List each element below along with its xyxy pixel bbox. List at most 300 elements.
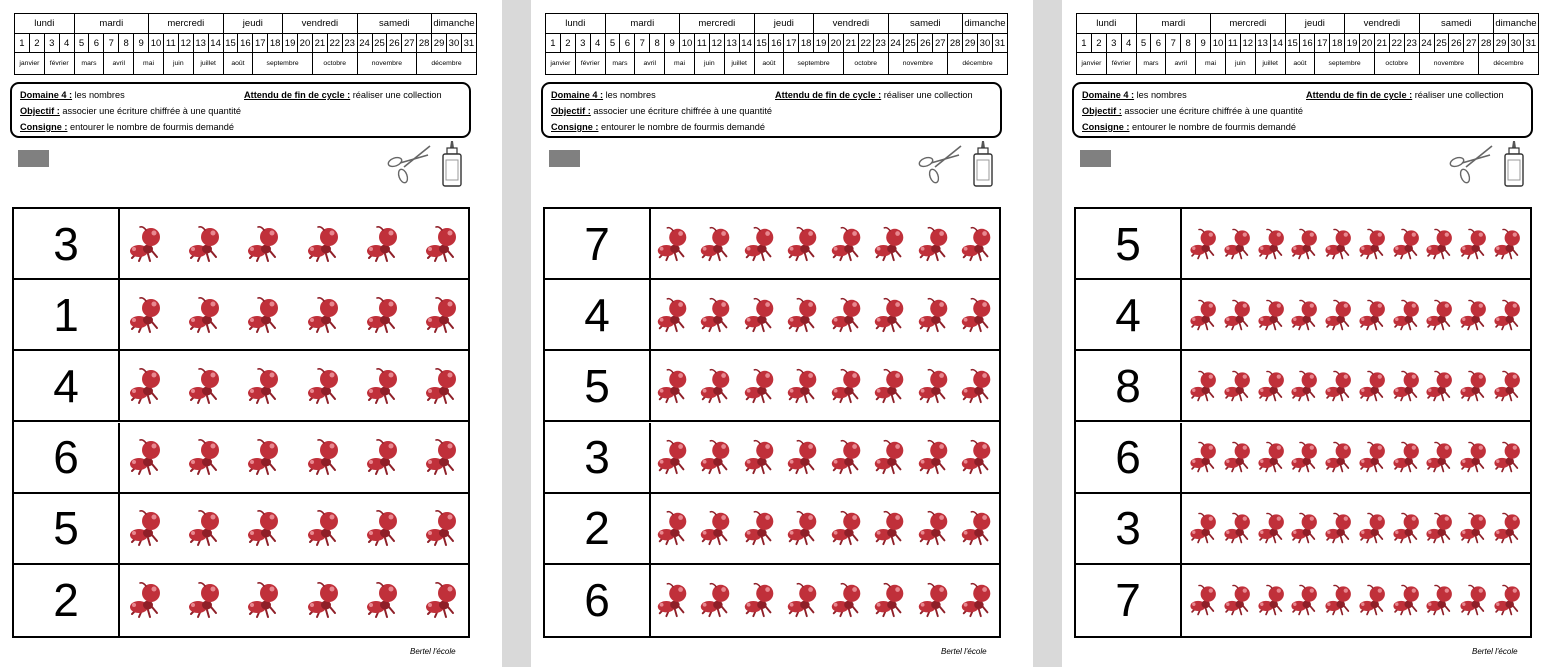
calendar-number-cell: 29 [963,34,978,53]
calendar-day-cell: vendredi [1345,14,1419,34]
consigne-line [20,122,234,132]
calendar-number-cell: 23 [873,34,888,53]
calendar-number-cell: 25 [1434,34,1449,53]
ants-cell [651,423,999,492]
calendar-number-cell: 9 [665,34,680,53]
calendar-days-row [15,14,477,34]
calendar-day-cell: mercredi [1211,14,1286,34]
level-marker [1080,150,1111,167]
calendar-number-cell: 11 [1225,34,1240,53]
exercise-row [14,280,468,351]
ant-icon [244,366,284,406]
calendar-months-row [15,53,477,75]
ant-icon [244,508,284,548]
ants-cell [120,280,468,349]
ant-icon [1491,440,1525,474]
calendar-month-cell: avril [635,53,665,75]
calendar-number-cell: 3 [1106,34,1121,53]
ant-icon [1390,227,1424,261]
calendar-number-cell: 1 [546,34,561,53]
scissors-icon [1448,143,1494,185]
calendar-number-cell: 20 [1360,34,1375,53]
ant-icon [422,508,462,548]
ant-icon [654,296,692,334]
calendar-number-cell: 20 [298,34,313,53]
ant-icon [958,581,996,619]
exercise-row [1076,209,1530,280]
calendar-number-cell: 7 [1166,34,1181,53]
calendar-month-cell: août [754,53,784,75]
ant-icon [784,438,822,476]
ant-icon [697,509,735,547]
calendar-day-cell: lundi [15,14,75,34]
ant-icon [1457,511,1491,545]
target-number: 4 [545,280,651,349]
target-number: 3 [14,209,120,278]
worksheet-page [531,0,1033,667]
calendar-day-cell: vendredi [814,14,888,34]
ant-icon [1187,440,1221,474]
calendar-day-cell: mardi [605,14,679,34]
ant-icon [363,366,403,406]
ant-icon [304,224,344,264]
calendar-number-cell: 22 [327,34,342,53]
calendar-month-cell: décembre [417,53,477,75]
calendar-number-cell: 7 [104,34,119,53]
exercise-row [545,565,999,636]
ant-icon [304,366,344,406]
objectif-label: Objectif : [1082,106,1122,116]
calendar-number-cell: 27 [933,34,948,53]
calendar-number-cell: 25 [372,34,387,53]
attendu-value: réaliser une collection [883,90,973,100]
ant-icon [244,224,284,264]
ant-icon [244,295,284,335]
ant-icon [697,367,735,405]
calendar-number-cell: 19 [283,34,298,53]
ant-icon [363,295,403,335]
ants-cell [120,494,468,563]
calendar-month-cell: juillet [1255,53,1285,75]
calendar-month-cell: décembre [1479,53,1539,75]
calendar-day-cell: jeudi [223,14,283,34]
calendar-month-cell: mars [74,53,104,75]
calendar-number-cell: 11 [694,34,709,53]
domaine-line [551,90,656,100]
ant-icon [1255,440,1289,474]
objectif-line [20,106,241,116]
ant-icon [244,580,284,620]
ant-icon [654,438,692,476]
ant-icon [828,509,866,547]
target-number: 1 [14,280,120,349]
calendar-number-cell: 14 [739,34,754,53]
ant-icon [958,367,996,405]
ant-icon [1390,511,1424,545]
ant-icon [363,437,403,477]
ant-icon [828,438,866,476]
exercise-grid [1074,207,1532,638]
ant-icon [1288,440,1322,474]
calendar-number-cell: 28 [417,34,432,53]
instructions-box [541,82,1002,138]
level-marker [549,150,580,167]
calendar-number-cell: 31 [992,34,1007,53]
target-number: 4 [1076,280,1182,349]
target-number: 2 [545,494,651,563]
exercise-row [545,351,999,422]
instructions-box [1072,82,1533,138]
calendar-day-cell: mardi [74,14,148,34]
target-number: 6 [545,565,651,636]
consigne-label: Consigne : [551,122,599,132]
objectif-label: Objectif : [551,106,591,116]
exercise-row [545,494,999,565]
calendar-month-cell: septembre [1315,53,1375,75]
ant-icon [1457,298,1491,332]
ant-icon [1221,227,1255,261]
ant-icon [185,580,225,620]
calendar-table [545,13,1008,75]
calendar-month-cell: avril [1166,53,1196,75]
ants-cell [1182,423,1530,492]
glue-bottle-icon [1502,140,1526,188]
ant-icon [1221,440,1255,474]
calendar-month-cell: janvier [546,53,576,75]
objectif-label: Objectif : [20,106,60,116]
ants-cell [651,209,999,278]
calendar-number-cell: 8 [119,34,134,53]
calendar-months-row [1077,53,1539,75]
ant-icon [1187,369,1221,403]
ant-icon [654,225,692,263]
exercise-row [1076,351,1530,422]
glue-bottle-icon [440,140,464,188]
attendu-line [244,90,442,100]
calendar-month-cell: juin [1225,53,1255,75]
calendar-month-cell: février [575,53,605,75]
calendar-month-cell: septembre [784,53,844,75]
ant-icon [784,367,822,405]
consigne-value: entourer le nombre de fourmis demandé [1132,122,1296,132]
ant-icon [915,296,953,334]
ants-cell [120,351,468,420]
ant-icon [1491,369,1525,403]
calendar-number-cell: 24 [1419,34,1434,53]
ant-icon [1322,298,1356,332]
calendar-number-cell: 23 [1404,34,1419,53]
ant-icon [654,509,692,547]
calendar-number-cell: 18 [1330,34,1345,53]
calendar-number-cell: 22 [858,34,873,53]
ant-icon [363,224,403,264]
ant-icon [1288,298,1322,332]
calendar-day-cell: mercredi [149,14,224,34]
ant-icon [741,438,779,476]
ant-icon [185,366,225,406]
calendar-number-cell: 14 [1270,34,1285,53]
calendar-number-cell: 18 [268,34,283,53]
calendar-number-cell: 26 [387,34,402,53]
attendu-label: Attendu de fin de cycle : [1306,90,1413,100]
ant-icon [363,580,403,620]
calendar-number-cell: 16 [238,34,253,53]
ant-icon [126,508,166,548]
calendar-day-cell: dimanche [963,14,1008,34]
ant-icon [422,366,462,406]
calendar-number-cell: 31 [461,34,476,53]
calendar-day-cell: jeudi [1285,14,1345,34]
calendar-number-cell: 31 [1523,34,1538,53]
ant-icon [828,225,866,263]
calendar-number-cell: 14 [208,34,223,53]
scissors-icon [386,143,432,185]
ant-icon [1390,440,1424,474]
attendu-label: Attendu de fin de cycle : [244,90,351,100]
exercise-row [1076,494,1530,565]
calendar-number-cell: 27 [402,34,417,53]
ants-cell [1182,565,1530,636]
calendar-day-cell: lundi [546,14,606,34]
calendar-number-cell: 4 [59,34,74,53]
calendar-month-cell: décembre [948,53,1008,75]
worksheet-page [0,0,502,667]
target-number: 6 [14,423,120,492]
calendar-number-cell: 3 [44,34,59,53]
calendar-number-cell: 8 [1181,34,1196,53]
calendar-month-cell: juin [163,53,193,75]
calendar-number-cell: 11 [163,34,178,53]
calendar-number-cell: 13 [724,34,739,53]
calendar-number-cell: 19 [1345,34,1360,53]
ant-icon [697,296,735,334]
exercise-row [14,494,468,565]
calendar-number-cell: 2 [560,34,575,53]
calendar-month-cell: mai [1196,53,1226,75]
calendar-month-cell: novembre [357,53,417,75]
ant-icon [185,224,225,264]
ant-icon [697,225,735,263]
objectif-value: associer une écriture chiffrée à une quantité [593,106,772,116]
calendar-number-cell: 5 [605,34,620,53]
ant-icon [185,437,225,477]
ant-icon [1288,583,1322,617]
calendar-number-cell: 9 [134,34,149,53]
calendar-number-cell: 5 [74,34,89,53]
calendar-day-cell: samedi [888,14,963,34]
calendar-number-cell: 10 [680,34,695,53]
calendar-number-cell: 21 [1374,34,1389,53]
objectif-line [1082,106,1303,116]
calendar-day-cell: mardi [1136,14,1210,34]
calendar-month-cell: avril [104,53,134,75]
ant-icon [304,437,344,477]
level-marker [18,150,49,167]
calendar-day-cell: lundi [1077,14,1137,34]
calendar-month-cell: mars [605,53,635,75]
ant-icon [1423,298,1457,332]
ants-cell [1182,351,1530,420]
ant-icon [741,225,779,263]
target-number: 6 [1076,423,1182,492]
ant-icon [1187,298,1221,332]
target-number: 2 [14,565,120,636]
target-number: 3 [1076,494,1182,563]
calendar-number-cell: 17 [1315,34,1330,53]
calendar-numbers-row [1077,34,1539,53]
calendar-number-cell: 28 [948,34,963,53]
calendar-month-cell: août [223,53,253,75]
calendar-month-cell: juillet [724,53,754,75]
domaine-line [1082,90,1187,100]
ant-icon [1356,583,1390,617]
ant-icon [871,581,909,619]
ant-icon [1457,369,1491,403]
calendar-number-cell: 2 [29,34,44,53]
calendar-number-cell: 8 [650,34,665,53]
calendar-number-cell: 15 [754,34,769,53]
target-number: 7 [545,209,651,278]
exercise-row [1076,280,1530,351]
calendar-days-row [546,14,1008,34]
ant-icon [1221,369,1255,403]
calendar-number-cell: 19 [814,34,829,53]
ant-icon [1255,369,1289,403]
calendar-month-cell: novembre [1419,53,1479,75]
instructions-box [10,82,471,138]
credit-text: Bertel l'école [1472,647,1518,656]
ant-icon [915,509,953,547]
ant-icon [958,438,996,476]
calendar-numbers-row [546,34,1008,53]
calendar-number-cell: 18 [799,34,814,53]
ants-cell [651,494,999,563]
ant-icon [126,437,166,477]
ant-icon [697,581,735,619]
target-number: 5 [14,494,120,563]
exercise-row [14,209,468,280]
ant-icon [422,224,462,264]
target-number: 7 [1076,565,1182,636]
ant-icon [1457,440,1491,474]
exercise-row [14,423,468,494]
calendar-month-cell: juillet [193,53,223,75]
ant-icon [1491,511,1525,545]
ant-icon [828,296,866,334]
calendar-day-cell: jeudi [754,14,814,34]
calendar-month-cell: octobre [843,53,888,75]
exercise-row [14,565,468,636]
ant-icon [871,438,909,476]
attendu-line [1306,90,1504,100]
ant-icon [1288,227,1322,261]
ant-icon [784,296,822,334]
calendar-day-cell: samedi [1419,14,1494,34]
calendar-day-cell: mercredi [680,14,755,34]
ant-icon [1221,511,1255,545]
ant-icon [1322,440,1356,474]
ant-icon [871,367,909,405]
ant-icon [1390,369,1424,403]
calendar-number-cell: 9 [1196,34,1211,53]
ant-icon [1491,298,1525,332]
calendar-month-cell: janvier [15,53,45,75]
ant-icon [1187,583,1221,617]
calendar-month-cell: janvier [1077,53,1107,75]
objectif-line [551,106,772,116]
ant-icon [741,581,779,619]
ant-icon [1356,298,1390,332]
ant-icon [422,295,462,335]
calendar-number-cell: 16 [1300,34,1315,53]
target-number: 4 [14,351,120,420]
calendar-number-cell: 26 [1449,34,1464,53]
ants-cell [651,280,999,349]
domaine-label: Domaine 4 : [1082,90,1135,100]
calendar-number-cell: 26 [918,34,933,53]
domaine-value: les nombres [74,90,125,100]
ant-icon [697,438,735,476]
ant-icon [422,437,462,477]
ant-icon [126,295,166,335]
ant-icon [244,437,284,477]
ant-icon [126,366,166,406]
calendar-month-cell: février [44,53,74,75]
consigne-line [1082,122,1296,132]
calendar-number-cell: 25 [903,34,918,53]
ant-icon [1423,369,1457,403]
credit-text: Bertel l'école [941,647,987,656]
glue-bottle-icon [971,140,995,188]
ant-icon [422,580,462,620]
domaine-value: les nombres [605,90,656,100]
ant-icon [915,367,953,405]
ants-cell [120,565,468,636]
calendar-number-cell: 10 [149,34,164,53]
ant-icon [871,509,909,547]
calendar-day-cell: dimanche [1494,14,1539,34]
ant-icon [1390,583,1424,617]
scissors-icon [917,143,963,185]
calendar-number-cell: 15 [223,34,238,53]
objectif-value: associer une écriture chiffrée à une quantité [62,106,241,116]
calendar-number-cell: 15 [1285,34,1300,53]
calendar-number-cell: 4 [1121,34,1136,53]
attendu-line [775,90,973,100]
calendar-number-cell: 17 [784,34,799,53]
calendar-number-cell: 6 [1151,34,1166,53]
ant-icon [1356,227,1390,261]
calendar-number-cell: 23 [342,34,357,53]
ant-icon [958,509,996,547]
ant-icon [1356,369,1390,403]
calendar-month-cell: mai [134,53,164,75]
calendar-day-cell: dimanche [432,14,477,34]
exercise-row [1076,565,1530,636]
credit-text: Bertel l'école [410,647,456,656]
ant-icon [1288,511,1322,545]
exercise-grid [543,207,1001,638]
calendar-months-row [546,53,1008,75]
calendar-number-cell: 3 [575,34,590,53]
exercise-row [1076,423,1530,494]
calendar-number-cell: 29 [432,34,447,53]
ant-icon [304,295,344,335]
ants-cell [1182,494,1530,563]
ant-icon [1390,298,1424,332]
calendar-month-cell: mai [665,53,695,75]
objectif-value: associer une écriture chiffrée à une quantité [1124,106,1303,116]
